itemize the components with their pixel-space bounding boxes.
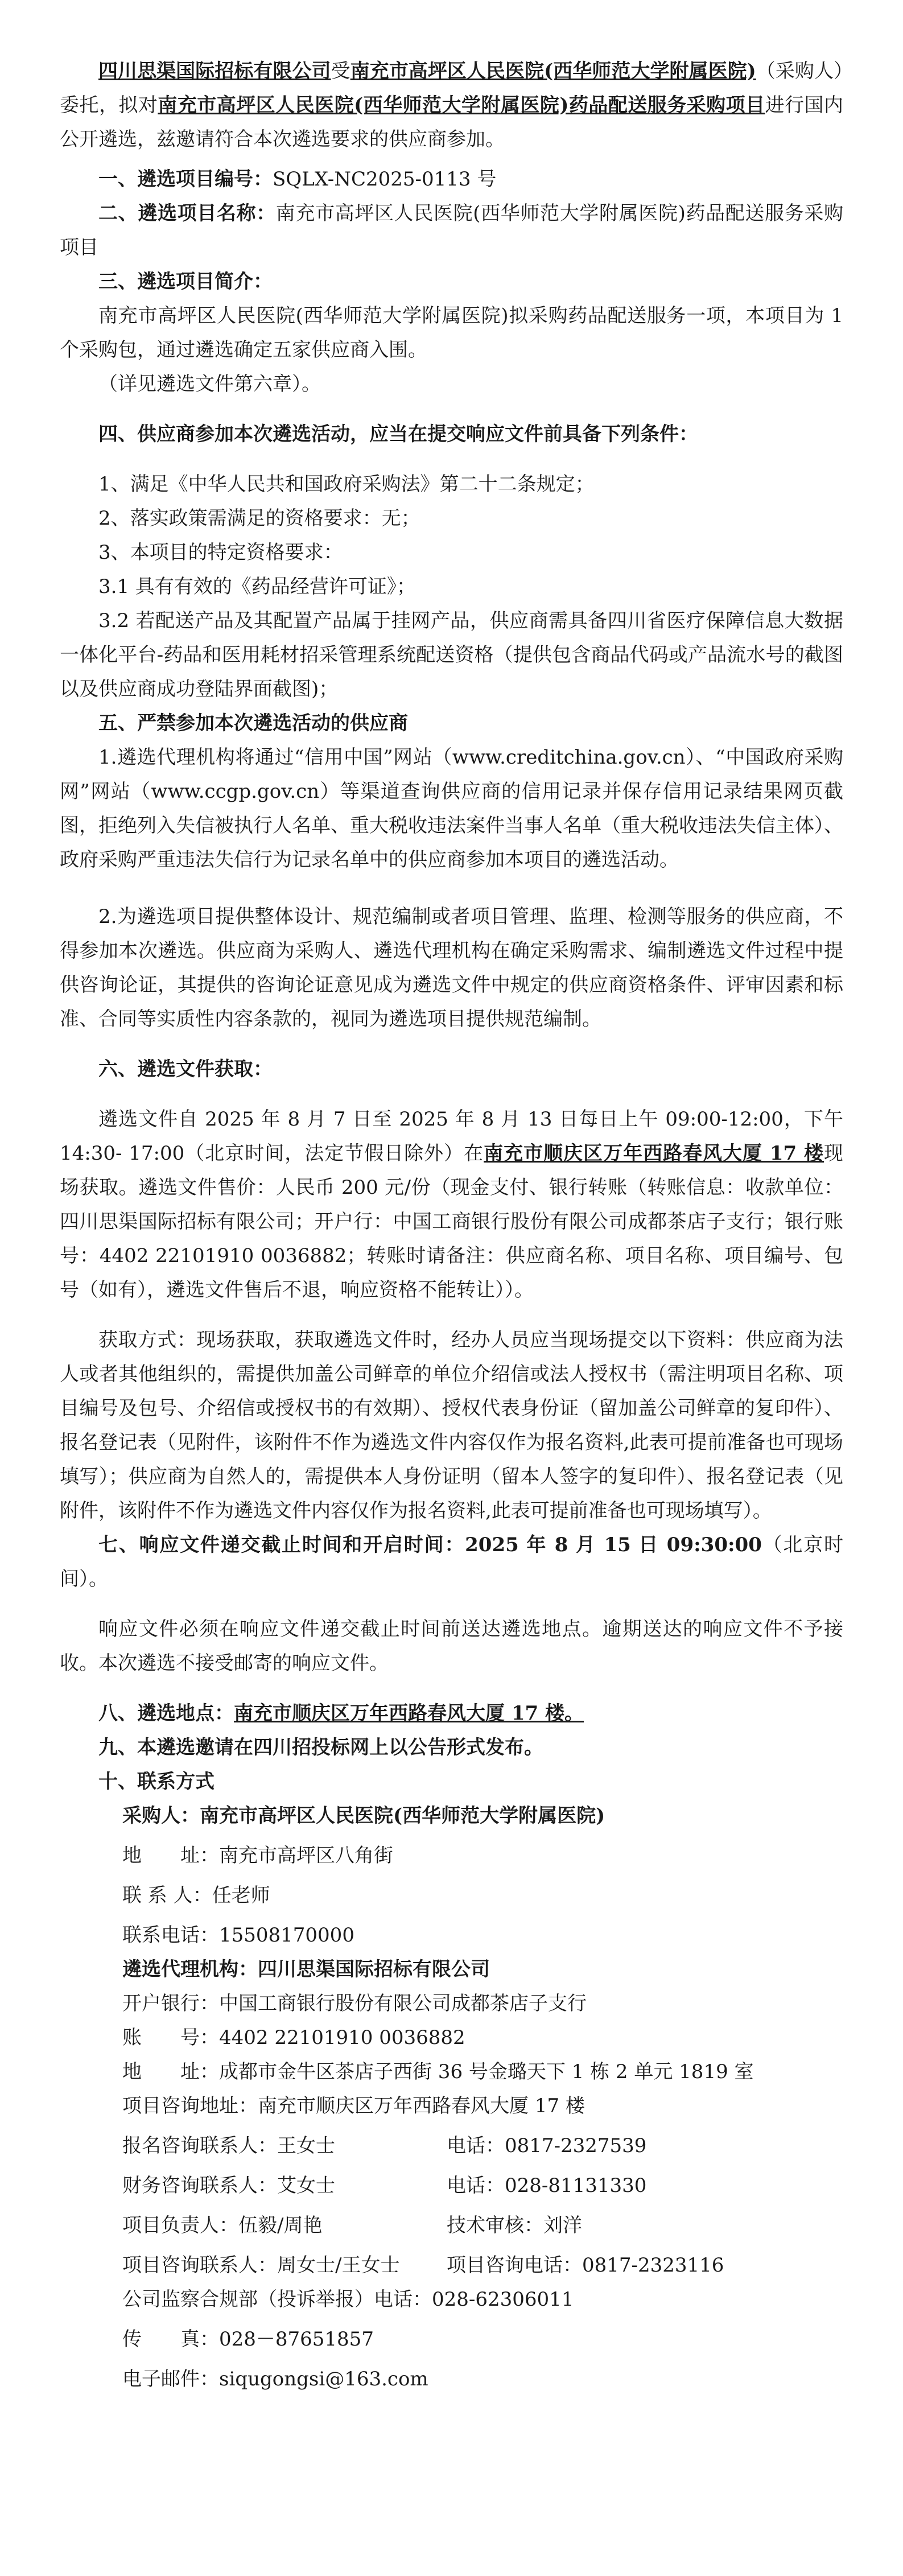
agency-address: 地 址：成都市金牛区茶店子西街 36 号金璐天下 1 栋 2 单元 1819 室	[122, 2060, 754, 2083]
buyer-address: 地 址：南充市高坪区八角街	[122, 1844, 393, 1867]
buyer-name: 南充市高坪区人民医院(西华师范大学附属医院)	[350, 60, 756, 83]
buyer-contact-person: 联 系 人：任老师	[122, 1884, 270, 1907]
section-4-item: 2、落实政策需满足的资格要求：无；	[98, 507, 420, 530]
agency-bank: 开户银行：中国工商银行股份有限公司成都茶店子支行	[122, 1992, 587, 2015]
section-4-heading: 四、供应商参加本次遴选活动，应当在提交响应文件前具备下列条件：	[98, 423, 698, 446]
section-3-heading: 三、遴选项目简介：	[98, 270, 273, 293]
section-2: 二、遴选项目名称：南充市高坪区人民医院(西华师范大学附属医院)药品配送服务采购项目	[60, 202, 843, 259]
section-3-note: （详见遴选文件第六章）。	[98, 373, 321, 395]
section-4-item: 3.1 具有有效的《药品经营许可证》；	[98, 575, 416, 598]
section-6-paragraph-1: 遴选文件自 2025 年 8 月 7 日至 2025 年 8 月 13 日每日上午 09:00-12:00，下午 14:30- 17:00（北京时间，法定节假日除外）在南充市顺庆区万年西路春风大厦 17 楼现场获取。遴选文件售价：人民币 200 元/份（现金支付、银行转账（转账信息：收款单位：四川思渠国际招标有限公司；开户行：中国工商银行股份有限公司成都茶店子支行；银行账号：4402 22101910 0036882；转账时请备注：供应商名称、项目名称、项目编号、包号（如有），遴选文件售后不退，响应资格不能转让））。	[60, 1108, 843, 1301]
section-8: 八、遴选地点：南充市顺庆区万年西路春风大厦 17 楼。	[98, 1702, 584, 1725]
intro-paragraph: 四川思渠国际招标有限公司受南充市高坪区人民医院(西华师范大学附属医院)（采购人）委托，拟对南充市高坪区人民医院(西华师范大学附属医院)药品配送服务采购项目进行国内公开遴选，兹邀请符合本次遴选要求的供应商参加。	[60, 60, 844, 151]
contact-pair: 财务咨询联系人：艾女士 电话：028-81131330	[122, 2174, 647, 2197]
section-5-paragraph-1: 1.遴选代理机构将通过“信用中国”网站（www.creditchina.gov.cn）、“中国政府采购网”网站（www.ccgp.gov.cn）等渠道查询供应商的信用记录并保存信用记录结果网页截图，拒绝列入失信被执行人名单、重大税收违法案件当事人名单（重大税收违法失信主体）、政府采购严重违法失信行为记录名单中的供应商参加本项目的遴选活动。	[60, 746, 843, 871]
complaint-phone: 公司监察合规部（投诉举报）电话：028-62306011	[122, 2288, 574, 2311]
contact-pair: 报名咨询联系人：王女士 电话：0817-2327539	[122, 2134, 647, 2157]
buyer-contact-title: 采购人：南充市高坪区人民医院(西华师范大学附属医院)	[122, 1804, 605, 1827]
contact-pair: 项目咨询联系人：周女士/王女士 项目咨询电话：0817-2323116	[122, 2254, 724, 2277]
agency-contact-title: 遴选代理机构：四川思渠国际招标有限公司	[122, 1958, 490, 1981]
section-4-item: 3、本项目的特定资格要求：	[98, 541, 343, 564]
section-1: 一、遴选项目编号：SQLX-NC2025-0113 号	[98, 168, 497, 191]
contact-pair: 项目负责人：伍毅/周艳 技术审核：刘洋	[122, 2214, 582, 2237]
agency-consult-address: 项目咨询地址：南充市顺庆区万年西路春风大厦 17 楼	[122, 2095, 585, 2117]
venue-address: 南充市顺庆区万年西路春风大厦 17 楼。	[234, 1702, 584, 1725]
buyer-phone: 联系电话：15508170000	[122, 1924, 354, 1947]
section-5-heading: 五、严禁参加本次遴选活动的供应商	[98, 712, 408, 735]
agency-account: 账 号：4402 22101910 0036882	[122, 2026, 465, 2049]
agency-name: 四川思渠国际招标有限公司	[98, 60, 331, 83]
section-3-body: 南充市高坪区人民医院(西华师范大学附属医院)拟采购药品配送服务一项，本项目为 1 个采购包，通过遴选确定五家供应商入围。	[60, 304, 843, 361]
section-7-paragraph: 响应文件必须在响应文件递交截止时间前送达遴选地点。逾期送达的响应文件不予接收。本次遴选不接受邮寄的响应文件。	[60, 1618, 843, 1675]
section-4-item: 1、满足《中华人民共和国政府采购法》第二十二条规定；	[98, 473, 595, 496]
fax: 传 真：028－87651857	[122, 2328, 374, 2351]
email: 电子邮件：siqugongsi@163.com	[122, 2368, 428, 2390]
section-4-item: 3.2 若配送产品及其配置产品属于挂网产品，供应商需具备四川省医疗保障信息大数据一体化平台-药品和医用耗材招采管理系统配送资格（提供包含商品代码或产品流水号的截图以及供应商成功登陆界面截图)；	[60, 609, 843, 700]
section-6-paragraph-2: 获取方式：现场获取，获取遴选文件时，经办人员应当现场提交以下资料：供应商为法人或者其他组织的，需提供加盖公司鲜章的单位介绍信或法人授权书（需注明项目名称、项目编号及包号、介绍信或授权书的有效期）、授权代表身份证（留加盖公司鲜章的复印件）、报名登记表（见附件，该附件不作为遴选文件内容仅作为报名资料,此表可提前准备也可现场填写）；供应商为自然人的，需提供本人身份证明（留本人签字的复印件）、报名登记表（见附件，该附件不作为遴选文件内容仅作为报名资料,此表可提前准备也可现场填写）。	[60, 1329, 843, 1522]
section-6-heading: 六、遴选文件获取：	[98, 1058, 273, 1081]
section-9: 九、本遴选邀请在四川招投标网上以公告形式发布。	[98, 1736, 543, 1759]
project-name: 南充市高坪区人民医院(西华师范大学附属医院)药品配送服务采购项目	[158, 94, 765, 117]
section-7-heading: 七、响应文件递交截止时间和开启时间：2025 年 8 月 15 日 09:30:00（北京时间）。	[60, 1534, 843, 1590]
section-5-paragraph-2: 2.为遴选项目提供整体设计、规范编制或者项目管理、监理、检测等服务的供应商，不得参加本次遴选。供应商为采购人、遴选代理机构在确定采购需求、编制遴选文件过程中提供咨询论证，其提供的咨询论证意见成为遴选文件中规定的供应商资格条件、评审因素和标准、合同等实质性内容条款的，视同为遴选项目提供规范编制。	[60, 905, 843, 1031]
pickup-address: 南充市顺庆区万年西路春风大厦 17 楼	[484, 1142, 824, 1165]
section-10-heading: 十、联系方式	[98, 1770, 215, 1793]
